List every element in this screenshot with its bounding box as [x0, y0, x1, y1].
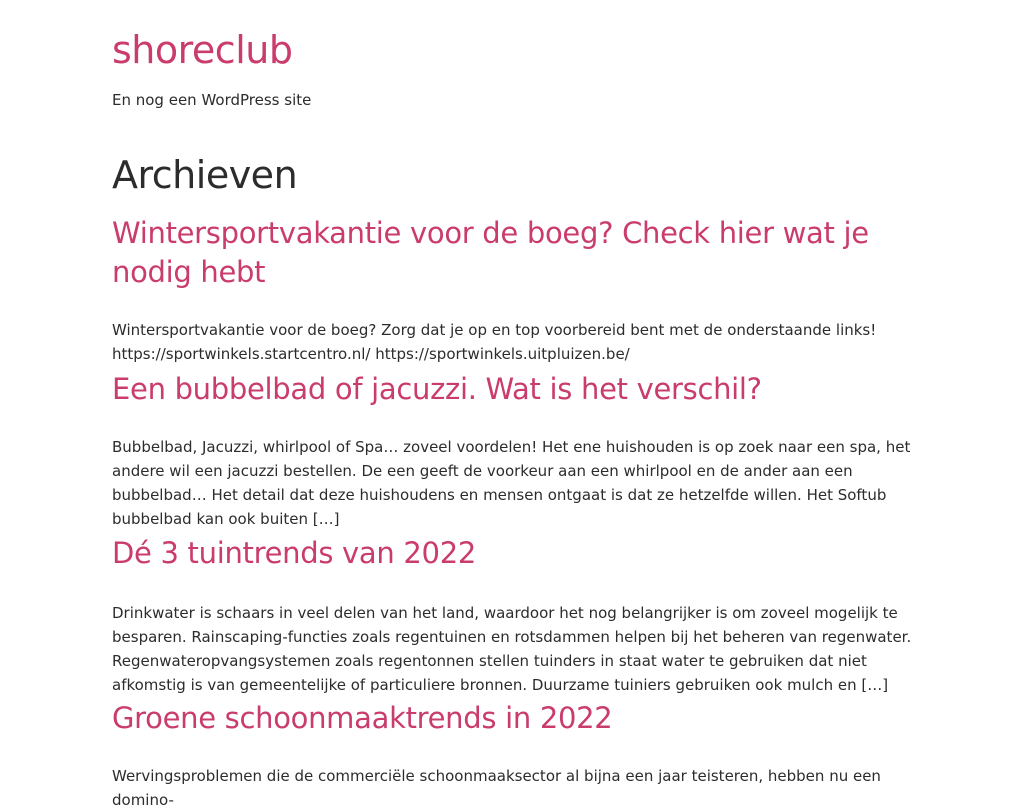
post-title-link[interactable]: Een bubbelbad of jacuzzi. Wat is het verschil?	[112, 372, 762, 406]
post-title-link[interactable]: Dé 3 tuintrends van 2022	[112, 536, 476, 570]
post-title-link[interactable]: Groene schoonmaaktrends in 2022	[112, 701, 613, 735]
archive-heading: Archieven	[112, 153, 298, 197]
post-title-link[interactable]: Wintersportvakantie voor de boeg? Check hier wat je nodig hebt	[112, 216, 869, 289]
post-excerpt: Drinkwater is schaars in veel delen van het land, waardoor het nog belangrijker is om zoveel mogelijk te besparen. Rainscaping-functies zoals regentuinen en rotsdammen helpen bij het beheren van regenwater. Regenwateropvangsystemen zoals regentonnen stellen tuinders in staat water te gebruiken dat niet afkomstig is van gemeentelijke of particuliere bronnen. Duurzame tuiniers gebruiken ook mulch en […]	[112, 604, 912, 694]
post-entry	[112, 699, 912, 812]
post-excerpt: Bubbelbad, Jacuzzi, whirlpool of Spa… zoveel voordelen! Het ene huishouden is op zoek naar een spa, het andere wil een jacuzzi bestellen. De een geeft de voorkeur aan een whirlpool en de ander aan een bubbelbad… Het detail dat deze huishoudens en mensen ontgaat is dat ze hetzelfde willen. Het Softub bubbelbad kan ook buiten […]	[112, 438, 911, 528]
post-excerpt: Wintersportvakantie voor de boeg? Zorg dat je op en top voorbereid bent met de onderstaande links! https://sportwinkels.startcentro.nl/ https://sportwinkels.uitpluizen.be/	[112, 321, 877, 363]
post-entry	[112, 534, 912, 697]
site-tagline: En nog een WordPress site	[112, 91, 312, 109]
post-excerpt: Wervingsproblemen die de commerciële schoonmaaksector al bijna een jaar teisteren, hebben nu een domino-	[112, 767, 881, 809]
post-entry	[112, 370, 912, 531]
site-title-link[interactable]: shoreclub	[112, 28, 293, 72]
post-entry	[112, 214, 912, 366]
